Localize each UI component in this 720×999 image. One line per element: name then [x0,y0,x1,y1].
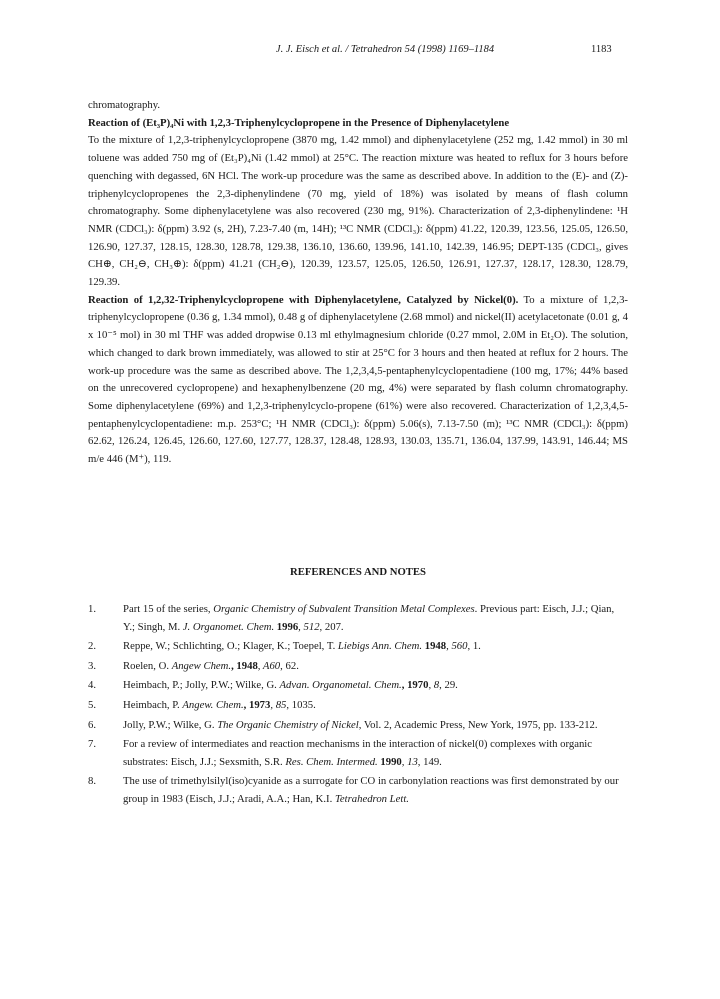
page-number: 1183 [591,44,612,55]
reference-number: 2. [88,640,97,653]
section-1-text: To the mixture of 1,2,3-triphenylcyclopropene (3870 mg, 1.42 mmol) and diphenylacetylene (252 mg, 1.42 mmol) in 30 ml toluene was added 750 mg of (Et₃P)₄Ni (1.42 mmol) at 25°C. The reaction mixture was heated to reflux for 3 hours before quenching with degassed, 6N HCl. The work-up procedure was the same as described above. In addition to the (E)- and (Z)-triphenylcyclopropenes the 2,3-diphenylindene (70 mg, yield of 18%) was isolated by means of flash column chromatography. Some diphenylacetylene was also recovered (230 mg, 91%). Characterization of 2,3-diphenylindene: ¹H NMR (CDCl₃): δ(ppm) 3.92 (s, 2H), 7.23-7.40 (m, 14H); ¹³C NMR (CDCl₃): δ(ppm) 41.22, 120.39, 123.56, 125.05, 126.50, 126.90, 127.37, 128.15, 128.30, 128.78, 129.38, 136.10, 136.60, 139.96, 141.10, 142.39, 146.95; DEPT-135 (CDCl₃, gives CH⊕, CH₂⊖, CH₃⊕): δ(ppm) 41.21 (CH₂⊖), 120.39, 123.57, 125.05, 126.50, 126.91, 127.37, 128.17, 128.30, 128.79, 129.39. [88,134,628,289]
reference-item [88,736,628,771]
reference-item [88,697,628,715]
reference-item [88,658,628,676]
section-2-paragraph [88,292,628,469]
reference-item [88,773,628,808]
reference-item [88,638,628,656]
references-list [88,601,628,811]
reference-text: Heimbach, P. Angew. Chem., 1973, 85, 1035. [123,698,316,711]
reference-text: The use of trimethylsilyl(iso)cyanide as a surrogate for CO in carbonylation reactions was first demonstrated by our group in 1983 (Eisch, J.J.; Aradi, A.A.; Han, K.I. Tetrahedron Lett. [123,775,619,805]
reference-text: Heimbach, P.; Jolly, P.W.; Wilke, G. Advan. Organometal. Chem., 1970, 8, 29. [123,679,458,692]
reference-item [88,677,628,695]
references-title: REFERENCES AND NOTES [290,566,426,578]
section-heading-2: Reaction of 1,2,32-Triphenylcyclopropene with Diphenylacetylene, Catalyzed by Nickel(0). [88,293,519,306]
section-heading-1: Reaction of (Et₃P)₄Ni with 1,2,3-Triphenylcyclopropene in the Presence of Diphenylacetylene [88,116,510,129]
reference-number: 8. [88,775,97,788]
reference-text: Part 15 of the series, Organic Chemistry of Subvalent Transition Metal Complexes. Previous part: Eisch, J.J.; Qian, Y.; Singh, M. J. Organomet. Chem. 1996, 512, 207. [123,603,615,633]
reference-item [88,717,628,735]
section-2-text: To a mixture of 1,2,3-triphenylcyclopropene (0.36 g, 1.34 mmol), 0.48 g of diphenylacetylene (2.68 mmol) and nickel(II) acetylacetonate (0.01 g, 4 x 10⁻⁵ mol) in 30 ml THF was added dropwise 0.13 ml ethylmagnesium chloride (0.27 mmol, 2.0M in Et₂O). The solution, which changed to dark brown immediately, was allowed to stir at 25°C for 3 hours and then heated at reflux for 2 hours. The work-up procedure was the same as described above. The 1,2,3,4,5-pentaphenylcyclopentadiene (100 mg, 17%; 44% based on the unrecovered cyclopropene) and hexaphenylbenzene (20 mg, 4%) were separated by flash column chromatography. Some diphenylacetylene (69%) and 1,2,3-triphenylcyclo-propene (61%) were also recovered. Characterization of 1,2,3,4,5-pentaphenylcyclopentadiene: m.p. 253°C; ¹H NMR (CDCl₃): δ(ppm) 5.06(s), 7.13-7.50 (m); ¹³C NMR (CDCl₃): δ(ppm) 62.62, 126.24, 126.45, 126.60, 127.60, 127.77, 128.37, 128.48, 128.93, 130.03, 135.71, 136.04, 137.99, 143.91, 146.44; MS m/e 446 (M⁺), 119. [88,293,628,466]
reference-number: 3. [88,659,97,672]
reference-text: Reppe, W.; Schlichting, O.; Klager, K.; Toepel, T. Liebigs Ann. Chem. 1948, 560, 1. [123,640,481,653]
reference-item [88,601,628,636]
reference-number: 1. [88,603,97,615]
experimental-text [88,97,628,469]
reference-text: For a review of intermediates and reaction mechanisms in the interaction of nickel(0) complexes with organic substrates: Eisch, J.J.; Sexsmith, S.R. Res. Chem. Intermed. 1990, 13, 149. [123,738,593,768]
section-heading-1-block [88,115,628,133]
reference-number: 7. [88,738,97,751]
reference-number: 4. [88,679,97,692]
running-head: J. J. Eisch et al. / Tetrahedron 54 (1998) 1169–1184 [275,44,495,55]
paragraph-continuation: chromatography. [88,99,161,111]
reference-text: Roelen, O. Angew Chem., 1948, A60, 62. [123,659,299,672]
reference-number: 6. [88,718,97,731]
reference-text: Jolly, P.W.; Wilke, G. The Organic Chemistry of Nickel, Vol. 2, Academic Press, New York, 1975, pp. 133-212. [123,718,598,731]
reference-number: 5. [88,698,97,711]
